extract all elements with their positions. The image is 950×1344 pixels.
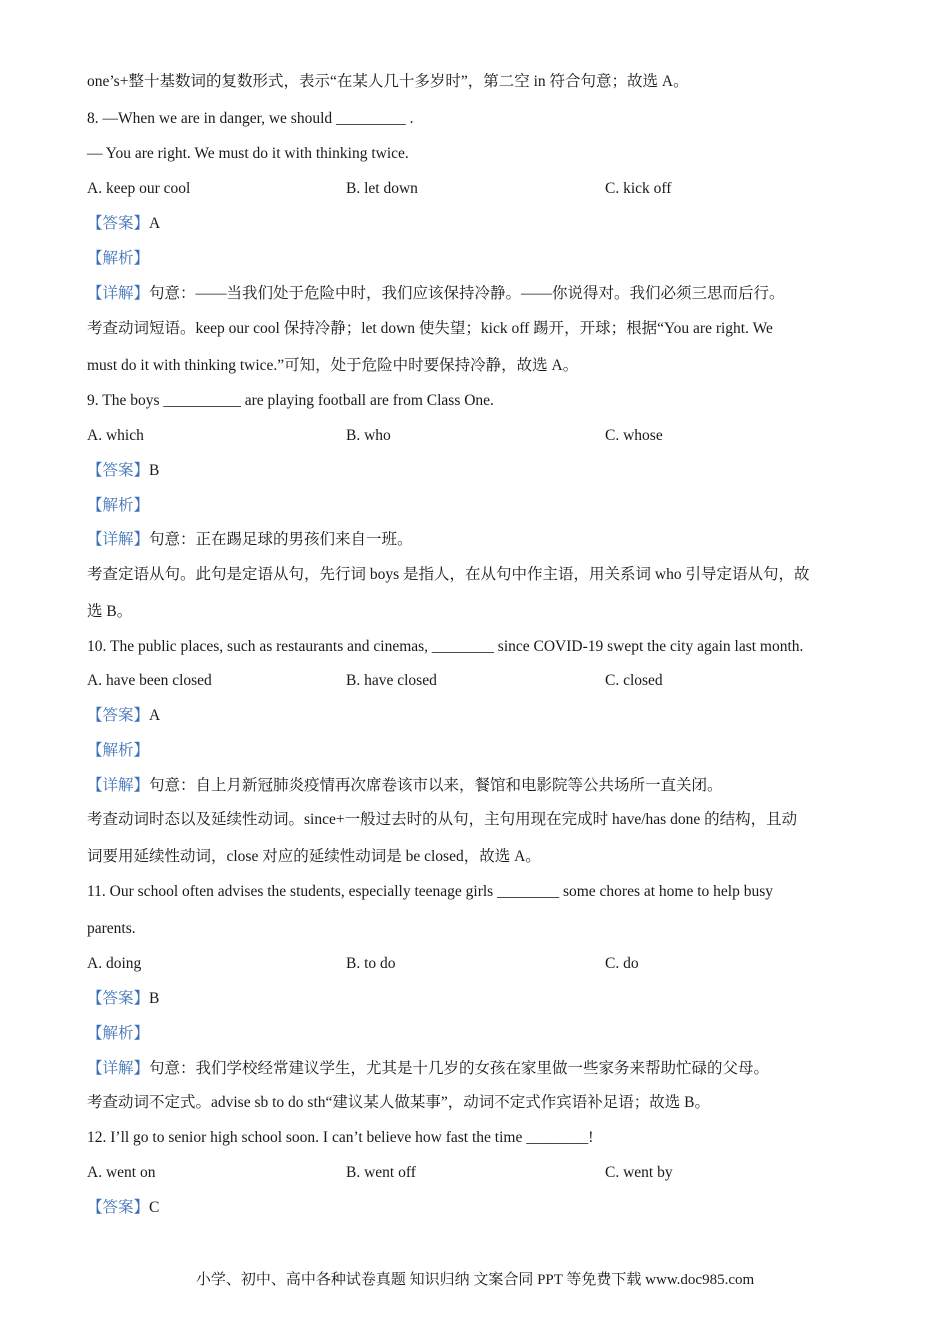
q12-options: [87, 1163, 877, 1183]
q8-detail-line-3: must do it with thinking twice.”可知，处于危险中时要保持冷静，故选 A。: [87, 357, 579, 374]
q10-detail-line-1: 【详解】句意：自上月新冠肺炎疫情再次席卷该市以来，餐馆和电影院等公共场所一直关闭。: [87, 777, 723, 794]
q8-detail-line-1: 【详解】句意：——当我们处于危险中时，我们应该保持冷静。——你说得对。我们必须三思而后行。: [87, 285, 785, 302]
q8-answer-value: A: [149, 215, 161, 232]
q12-option-c: C. went by: [605, 1164, 673, 1181]
q8-option-b: B. let down: [346, 180, 418, 197]
q8-analysis-label: 【解析】: [87, 250, 150, 267]
q10-answer-value: A: [149, 707, 161, 724]
q10-answer: 【答案】A: [87, 707, 161, 724]
q10-option-a: A. have been closed: [87, 672, 212, 689]
page-footer: 小学、初中、高中各种试卷真题 知识归纳 文案合同 PPT 等免费下载 www.doc985.com: [195, 1272, 755, 1288]
q12-option-a: A. went on: [87, 1164, 156, 1181]
q10-detail-line-2: 考查动词时态以及延续性动词。since+一般过去时的从句，主句用现在完成时 have/has done 的结构，且动: [87, 811, 798, 828]
q9-detail-line-1: 【详解】句意：正在踢足球的男孩们来自一班。: [87, 531, 413, 548]
q9-answer: 【答案】B: [87, 462, 160, 479]
q9-option-a: A. which: [87, 427, 144, 444]
q11-option-b: B. to do: [346, 955, 396, 972]
q8-option-c: C. kick off: [605, 180, 672, 197]
q12-answer-value: C: [149, 1199, 160, 1216]
q11-answer: 【答案】B: [87, 990, 160, 1007]
q8-stem-line-2: — You are right. We must do it with thinking twice.: [87, 145, 409, 162]
q8-options: [87, 179, 877, 199]
q11-detail-line-2: 考查动词不定式。advise sb to do sth“建议某人做某事”，动词不定式作宾语补足语；故选 B。: [87, 1094, 710, 1111]
q10-options: [87, 671, 877, 691]
q9-option-c: C. whose: [605, 427, 663, 444]
q9-analysis-label: 【解析】: [87, 497, 150, 514]
q9-detail-line-3: 选 B。: [87, 603, 133, 620]
q9-options: [87, 426, 877, 446]
q11-analysis-label: 【解析】: [87, 1025, 150, 1042]
q8-stem-line-1: 8. —When we are in danger, we should _________ .: [87, 110, 414, 127]
q11-answer-value: B: [149, 990, 160, 1007]
q11-option-a: A. doing: [87, 955, 142, 972]
answer-label: 【答案】: [87, 215, 150, 232]
q11-option-c: C. do: [605, 955, 639, 972]
q10-option-b: B. have closed: [346, 672, 437, 689]
q10-analysis-label: 【解析】: [87, 742, 150, 759]
detail-label: 【详解】: [87, 285, 150, 302]
q8-detail-line-2: 考查动词短语。keep our cool 保持冷静；let down 使失望；kick off 踢开，开球；根据“You are right. We: [87, 320, 773, 337]
q8-option-a: A. keep our cool: [87, 180, 191, 197]
q9-detail-line-2: 考查定语从句。此句是定语从句，先行词 boys 是指人，在从句中作主语，用关系词 who 引导定语从句，故: [87, 566, 810, 583]
q12-answer: 【答案】C: [87, 1199, 160, 1216]
q12-option-b: B. went off: [346, 1164, 416, 1181]
q9-answer-value: B: [149, 462, 160, 479]
q8-answer: [87, 214, 160, 234]
q11-stem-line-2: parents.: [87, 920, 136, 937]
q9-stem-line-1: 9. The boys __________ are playing football are from Class One.: [87, 392, 494, 409]
q11-detail-line-1: 【详解】句意：我们学校经常建议学生，尤其是十几岁的女孩在家里做一些家务来帮助忙碌的父母。: [87, 1060, 770, 1077]
intro-tail-text: one’s+整十基数词的复数形式，表示“在某人几十多岁时”，第二空 in 符合句意；故选 A。: [87, 73, 689, 90]
q12-stem-line-1: 12. I’ll go to senior high school soon. I can’t believe how fast the time ________!: [87, 1129, 594, 1146]
q10-detail-line-3: 词要用延续性动词，close 对应的延续性动词是 be closed，故选 A。: [87, 848, 541, 865]
q9-option-b: B. who: [346, 427, 391, 444]
q11-options: [87, 954, 877, 974]
q10-option-c: C. closed: [605, 672, 663, 689]
q10-stem-line-1: 10. The public places, such as restaurants and cinemas, ________ since COVID-19 swept the city again last month.: [87, 638, 804, 655]
q11-stem-line-1: 11. Our school often advises the students, especially teenage girls ________ some chores at home to help busy: [87, 883, 774, 900]
